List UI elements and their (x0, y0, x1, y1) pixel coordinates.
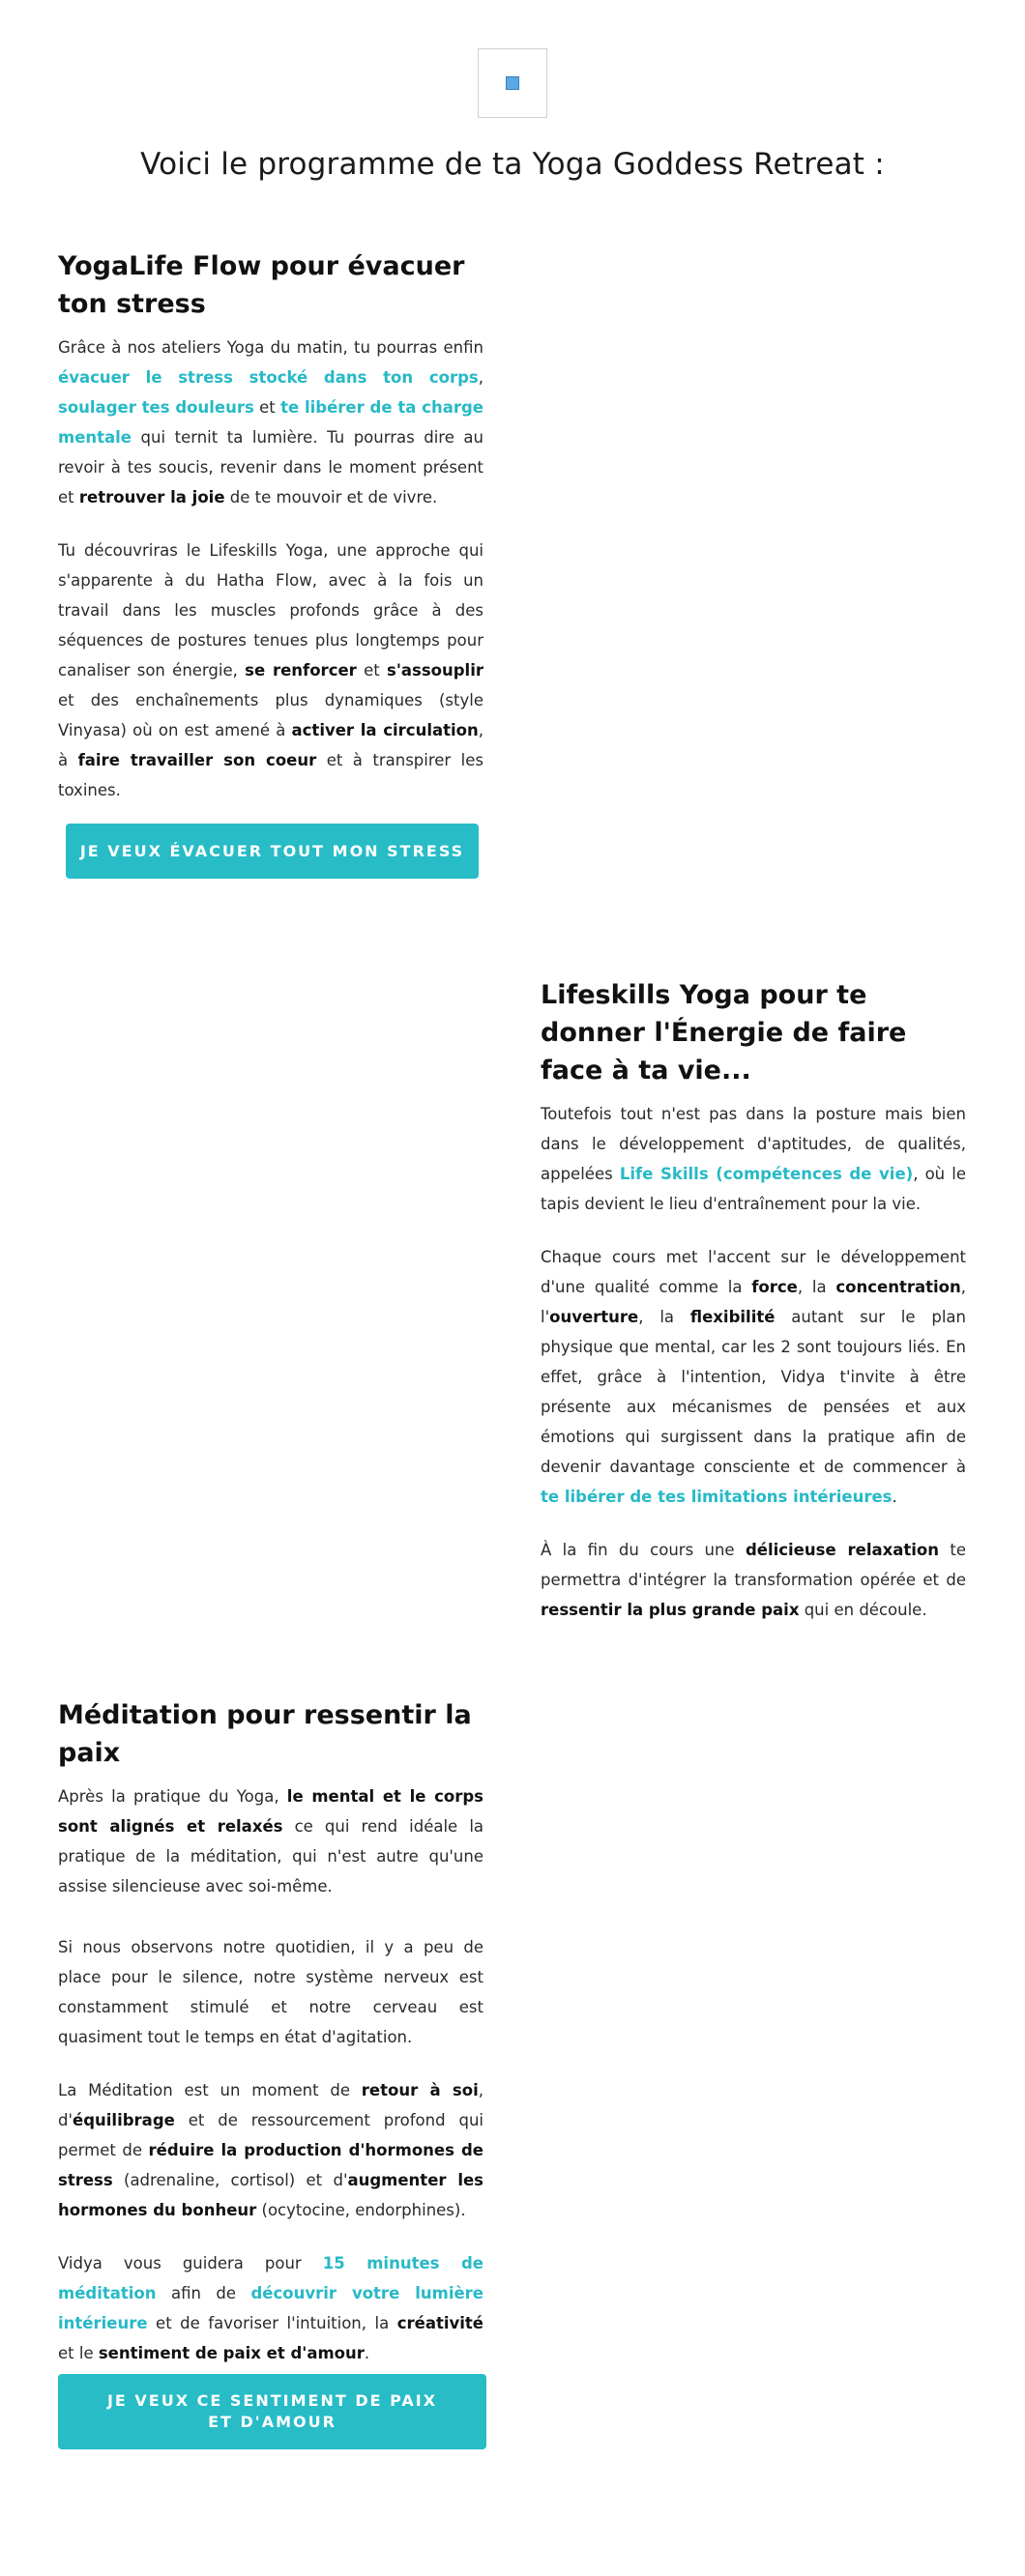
section-yogalife-flow (58, 247, 483, 828)
section-paragraph: Tu découvriras le Lifeskills Yoga, une approche qui s'apparente à du Hatha Flow, avec à la fois un travail dans les muscles profonds grâce à des séquences de postures tenues plus longtemps pour canaliser son énergie, se renforcer et s'assouplir et des enchaînements plus dynamiques (style Vinyasa) où on est amené à activer la circulation, à faire travailler son coeur et à transpirer les toxines. (58, 541, 484, 799)
section-heading: Méditation pour ressentir la paix (58, 1700, 472, 1768)
section-paragraph: Chaque cours met l'accent sur le développement d'une qualité comme la force, la concentration, l'ouverture, la flexibilité autant sur le plan physique que mental, car les 2 sont toujours liés. En effet, grâce à l'intention, Vidya t'invite à être présente aux mécanismes de pensées et aux émotions qui surgissent dans la pratique afin de devenir davantage consciente et de commencer à te libérer de tes limitations intérieures. (541, 1248, 967, 1506)
section-paragraph: Après la pratique du Yoga, le mental et le corps sont alignés et relaxés ce qui rend idéale la pratique de la méditation, qui n'est autre qu'une assise silencieuse avec soi-même. (58, 1787, 484, 1896)
section-paragraph: Grâce à nos ateliers Yoga du matin, tu pourras enfin évacuer le stress stocké dans ton corps, soulager tes douleurs et te libérer de ta charge mentale qui ternit ta lumière. Tu pourras dire au revoir à tes soucis, revenir dans le moment présent et retrouver la joie de te mouvoir et de vivre. (58, 338, 483, 507)
section-paragraph: La Méditation est un moment de retour à soi, d'équilibrage et de ressourcement profond qui permet de réduire la production d'hormones de stress (adrenaline, cortisol) et d'augmenter les hormones du bonheur (ocytocine, endorphines). (58, 2081, 484, 2219)
cta-peace-love-button[interactable]: JE VEUX CE SENTIMENT DE PAIX ET D'AMOUR (58, 2374, 486, 2449)
cta-evacuate-stress-button[interactable]: JE VEUX ÉVACUER TOUT MON STRESS (66, 824, 479, 879)
section-paragraph: Toutefois tout n'est pas dans la posture mais bien dans le développement d'aptitudes, de qualités, appelées Life Skills (compétences de vie), où le tapis devient le lieu d'entraînement pour la vie. (541, 1105, 966, 1213)
section-paragraph: À la fin du cours une délicieuse relaxation te permettra d'intégrer la transformation opérée et de ressentir la plus grande paix qui en découle. (541, 1541, 966, 1619)
section-meditation (58, 1696, 483, 2391)
section-paragraph: Si nous observons notre quotidien, il y a peu de place pour le silence, notre système nerveux est constamment stimulé et notre cerveau est quasiment tout le temps en état d'agitation. (58, 1938, 483, 2046)
logo (478, 48, 547, 118)
section-paragraph: Vidya vous guidera pour 15 minutes de méditation afin de découvrir votre lumière intérieure et de favoriser l'intuition, la créativité et le sentiment de paix et d'amour. (58, 2254, 483, 2362)
section-heading: Lifeskills Yoga pour te donner l'Énergie de faire face à ta vie... (541, 980, 907, 1085)
section-lifeskills-yoga (541, 976, 966, 1648)
section-heading: YogaLife Flow pour évacuer ton stress (58, 251, 465, 319)
page-title: Voici le programme de ta Yoga Goddess Retreat : (140, 147, 885, 182)
image-placeholder-icon (506, 76, 519, 90)
